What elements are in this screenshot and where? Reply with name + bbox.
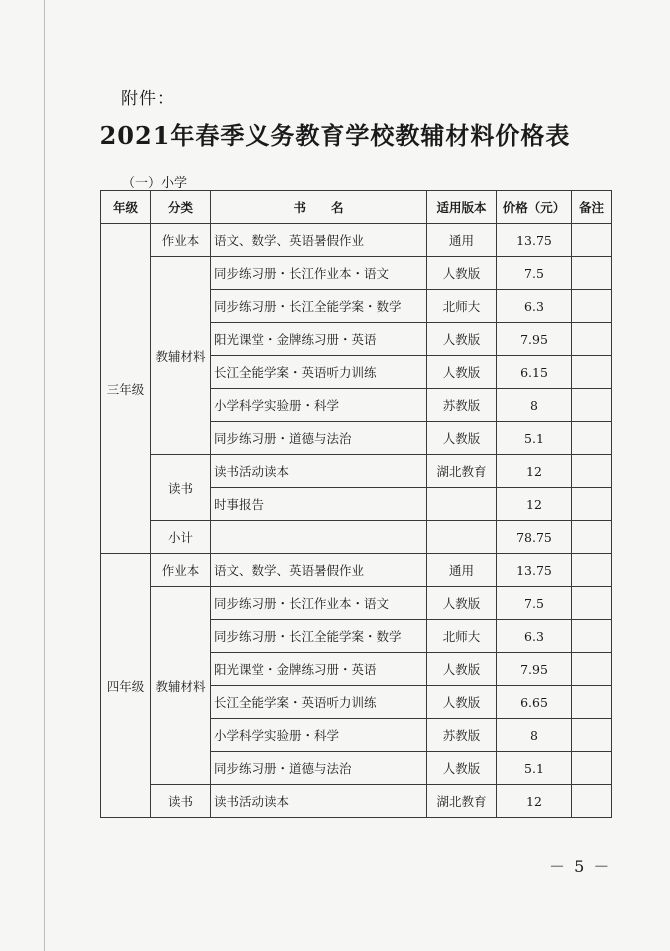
- category-cell: 教辅材料: [151, 257, 211, 455]
- price-cell: 6.65: [497, 686, 572, 719]
- note-cell: [572, 356, 612, 389]
- price-cell: 13.75: [497, 224, 572, 257]
- price-cell: 8: [497, 719, 572, 752]
- category-cell: 读书: [151, 455, 211, 521]
- price-cell: 13.75: [497, 554, 572, 587]
- edition-cell: 人教版: [427, 422, 497, 455]
- note-cell: [572, 224, 612, 257]
- price-cell: 7.5: [497, 587, 572, 620]
- edition-cell: [427, 488, 497, 521]
- edition-cell: 人教版: [427, 587, 497, 620]
- edition-cell: 人教版: [427, 323, 497, 356]
- edition-cell: 人教版: [427, 356, 497, 389]
- grade-cell: 三年级: [101, 224, 151, 554]
- table-row: [101, 455, 612, 488]
- book-cell: 小学科学实验册・科学: [211, 719, 427, 752]
- book-cell: 阳光课堂・金牌练习册・英语: [211, 323, 427, 356]
- category-cell: 作业本: [151, 224, 211, 257]
- header-book: 书 名: [211, 191, 427, 224]
- table-header-row: [101, 191, 612, 224]
- price-cell: 7.95: [497, 323, 572, 356]
- book-cell: 同步练习册・长江作业本・语文: [211, 257, 427, 290]
- note-cell: [572, 587, 612, 620]
- note-cell: [572, 257, 612, 290]
- book-cell: 阳光课堂・金牌练习册・英语: [211, 653, 427, 686]
- price-cell: 12: [497, 488, 572, 521]
- price-cell: 6.15: [497, 356, 572, 389]
- book-cell: [211, 521, 427, 554]
- edition-cell: 人教版: [427, 653, 497, 686]
- note-cell: [572, 719, 612, 752]
- book-cell: 语文、数学、英语暑假作业: [211, 554, 427, 587]
- subtotal-value: 78.75: [497, 521, 572, 554]
- edition-cell: 通用: [427, 224, 497, 257]
- note-cell: [572, 554, 612, 587]
- price-cell: 8: [497, 389, 572, 422]
- attachment-label: 附件：: [121, 89, 175, 109]
- edition-cell: 人教版: [427, 752, 497, 785]
- book-cell: 同步练习册・道德与法治: [211, 422, 427, 455]
- book-cell: 时事报告: [211, 488, 427, 521]
- note-cell: [572, 521, 612, 554]
- book-cell: 长江全能学案・英语听力训练: [211, 356, 427, 389]
- header-price: 价格（元）: [497, 191, 572, 224]
- header-edition: 适用版本: [427, 191, 497, 224]
- book-cell: 语文、数学、英语暑假作业: [211, 224, 427, 257]
- note-cell: [572, 323, 612, 356]
- header-category: 分类: [151, 191, 211, 224]
- note-cell: [572, 389, 612, 422]
- table-row: [101, 785, 612, 818]
- edition-cell: [427, 521, 497, 554]
- edition-cell: 人教版: [427, 257, 497, 290]
- price-cell: 12: [497, 785, 572, 818]
- category-cell: 作业本: [151, 554, 211, 587]
- note-cell: [572, 686, 612, 719]
- category-cell: 读书: [151, 785, 211, 818]
- table-row: [101, 224, 612, 257]
- header-note: 备注: [572, 191, 612, 224]
- document-title: 2021年春季义务教育学校教辅材料价格表: [99, 121, 571, 150]
- note-cell: [572, 785, 612, 818]
- book-cell: 小学科学实验册・科学: [211, 389, 427, 422]
- subtotal-label: 小计: [151, 521, 211, 554]
- note-cell: [572, 290, 612, 323]
- book-cell: 同步练习册・长江全能学案・数学: [211, 620, 427, 653]
- edition-cell: 北师大: [427, 290, 497, 323]
- book-cell: 同步练习册・长江全能学案・数学: [211, 290, 427, 323]
- page-number: － 5 －: [549, 857, 612, 876]
- category-cell: 教辅材料: [151, 587, 211, 785]
- edition-cell: 湖北教育: [427, 455, 497, 488]
- price-cell: 6.3: [497, 620, 572, 653]
- edition-cell: 通用: [427, 554, 497, 587]
- price-cell: 5.1: [497, 422, 572, 455]
- note-cell: [572, 752, 612, 785]
- price-cell: 7.5: [497, 257, 572, 290]
- note-cell: [572, 653, 612, 686]
- price-cell: 5.1: [497, 752, 572, 785]
- edition-cell: 人教版: [427, 686, 497, 719]
- book-cell: 同步练习册・长江作业本・语文: [211, 587, 427, 620]
- book-cell: 读书活动读本: [211, 455, 427, 488]
- price-cell: 12: [497, 455, 572, 488]
- table-row: [101, 257, 612, 290]
- grade-cell: 四年级: [101, 554, 151, 818]
- section-label: （一）小学: [122, 176, 188, 191]
- note-cell: [572, 488, 612, 521]
- table-row: [101, 554, 612, 587]
- note-cell: [572, 620, 612, 653]
- price-cell: 7.95: [497, 653, 572, 686]
- price-cell: 6.3: [497, 290, 572, 323]
- note-cell: [572, 422, 612, 455]
- price-table: [100, 190, 612, 818]
- edition-cell: 湖北教育: [427, 785, 497, 818]
- subtotal-row: [101, 521, 612, 554]
- book-cell: 读书活动读本: [211, 785, 427, 818]
- table-row: [101, 587, 612, 620]
- book-cell: 同步练习册・道德与法治: [211, 752, 427, 785]
- edition-cell: 苏教版: [427, 719, 497, 752]
- edition-cell: 苏教版: [427, 389, 497, 422]
- note-cell: [572, 455, 612, 488]
- edition-cell: 北师大: [427, 620, 497, 653]
- book-cell: 长江全能学案・英语听力训练: [211, 686, 427, 719]
- header-grade: 年级: [101, 191, 151, 224]
